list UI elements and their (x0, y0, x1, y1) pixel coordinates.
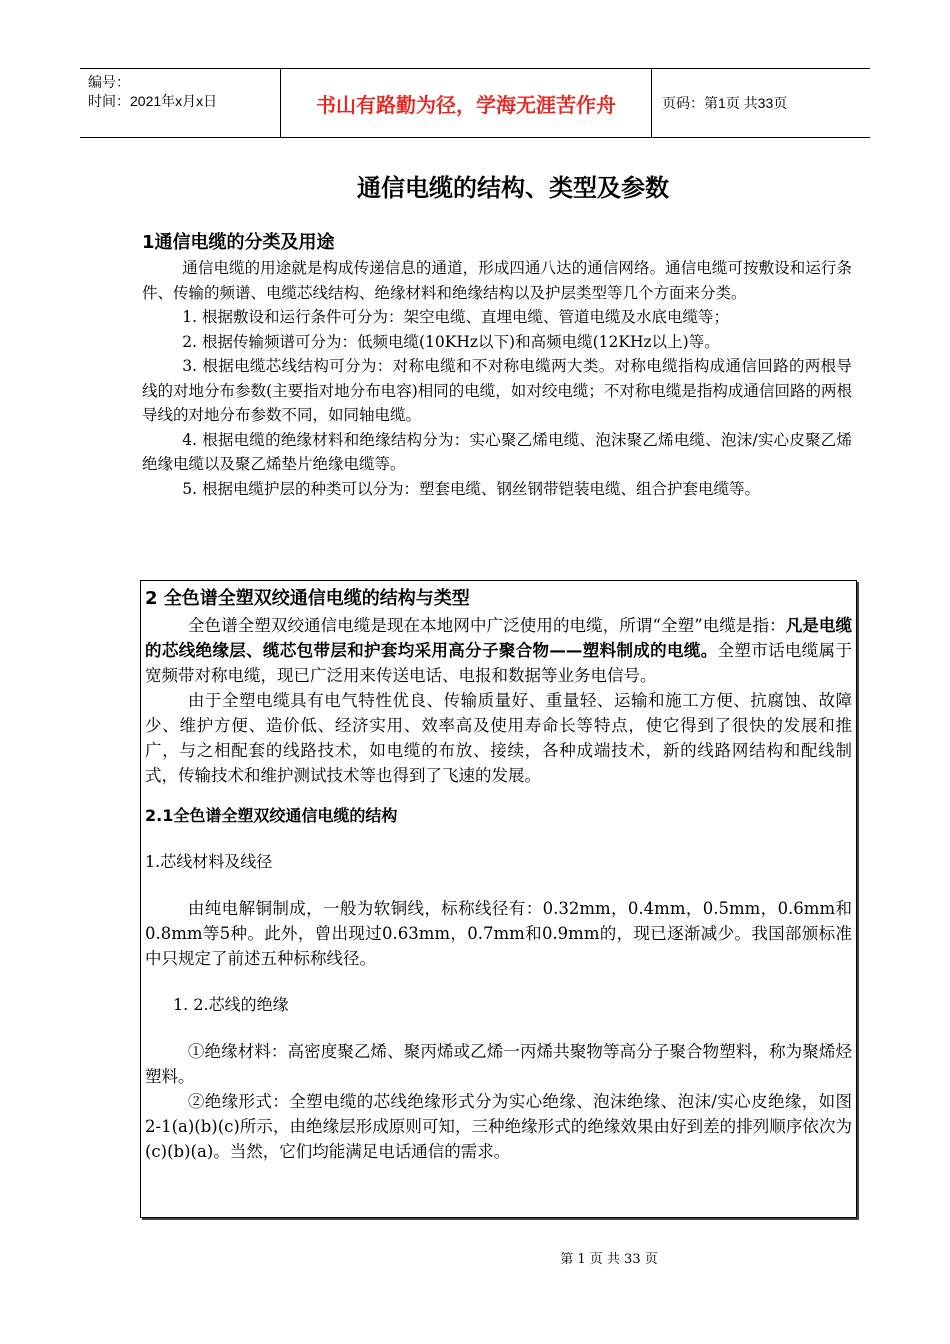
item-1-heading: 1.芯线材料及线径 (145, 852, 273, 871)
header-table (80, 68, 870, 138)
p1-start: 全色谱全塑双绞通信电缆是现在本地网中广泛使用的电缆，所谓“全塑”电缆是指： (187, 616, 786, 635)
section-1-paragraph: 1. 根据敷设和运行条件可分为：架空电缆、直埋电缆、管道电缆及水底电缆等； (182, 308, 730, 326)
item-2-paragraph-1: ①绝缘材料：高密度聚乙烯、聚丙烯或乙烯一丙烯共聚物等高分子聚合物塑料，称为聚烯烃塑料。 (145, 1042, 852, 1086)
p1-end: 全塑市话电缆属于宽频带对称电缆，现已广泛用来传送电话、电报和数据等业务电信号。 (145, 641, 853, 685)
section-2-paragraph-1 (145, 613, 852, 688)
subsection-heading: 2.1全色谱全塑双绞通信电缆的结构 (145, 806, 398, 825)
section-2-box (140, 580, 857, 1218)
section-1-paragraph: 5. 根据电缆护层的种类可以分为：塑套电缆、钢丝钢带铠装电缆、组合护套电缆等。 (182, 479, 761, 498)
section-2-heading: 2 全色谱全塑双绞通信电缆的结构与类型 (145, 588, 470, 609)
motto: 书山有路勤为径，学海无涯苦作舟 (281, 69, 652, 137)
header-left-cell (80, 69, 281, 137)
section-1 (142, 230, 852, 501)
item-2-heading: 1. 2.芯线的绝缘 (173, 995, 289, 1014)
section-1-paragraph: 通信电缆的用途就是构成传递信息的通道，形成四通八达的通信网络。通信电缆可按敷设和运行条件、传输的频谱、电缆芯线结构、绝缘材料和绝缘结构以及护层类型等几个方面来分类。 (142, 259, 852, 302)
section-1-paragraph: 4. 根据电缆的绝缘材料和绝缘结构分为：实心聚乙烯电缆、泡沫聚乙烯电缆、泡沫/实心皮聚乙烯绝缘电缆以及聚乙烯垫片绝缘电缆等。 (142, 430, 852, 473)
time-label: 时间：2021年x月x日 (88, 93, 218, 109)
code-label: 编号： (88, 74, 130, 90)
section-1-heading: 1通信电缆的分类及用途 (142, 232, 335, 253)
p1-bold: 凡是电缆的芯线绝缘层、缆芯包带层和护套均采用高分子聚合物——塑料制成的电缆。 (145, 616, 852, 660)
section-2-paragraph-2: 由于全塑电缆具有电气特性优良、传输质量好、重量轻、运输和施工方便、抗腐蚀、故障少、维护方便、造价低、经济实用、效率高及使用寿命长等特点，使它得到了很快的发展和推广，与之相配套的线路技术，如电缆的布放、接续，各种成端技术，新的线路网结构和配线制式，传输技术和维护测试技术等也得到了飞速的发展。 (145, 691, 852, 785)
item-2-paragraph-2: ②绝缘形式：全塑电缆的芯线绝缘形式分为实心绝缘、泡沫绝缘、泡沫/实心皮绝缘，如图2-1(a)(b)(c)所示，由绝缘层形成原则可知，三种绝缘形式的绝缘效果由好到差的排列顺序依次为(c)(b)(a)。当然，它们均能满足电话通信的需求。 (145, 1092, 852, 1161)
section-1-paragraph: 2. 根据传输频谱可分为：低频电缆(10KHz以下)和高频电缆(12KHz以上)等。 (182, 332, 720, 351)
section-1-paragraph: 3. 根据电缆芯线结构可分为：对称电缆和不对称电缆两大类。对称电缆指构成通信回路的两根导线的对地分布参数(主要指对地分布电容)相同的电缆，如对绞电缆；不对称电缆是指构成通信回路的两根导线的对地分布参数不同，如同轴电缆。 (142, 357, 852, 424)
document-title: 通信电缆的结构、类型及参数 (357, 174, 669, 202)
page-info: 页码：第1页 共33页 (662, 95, 788, 111)
page-footer: 第 1 页 共 33 页 (560, 1252, 658, 1267)
item-1-text: 由纯电解铜制成，一般为软铜线，标称线径有：0.32mm，0.4mm，0.5mm，0.6mm和0.8mm等5种。此外，曾出现过0.63mm，0.7mm和0.9mm的，现已逐渐减少。我国部颁标准中只规定了前述五种标称线径。 (145, 899, 852, 968)
